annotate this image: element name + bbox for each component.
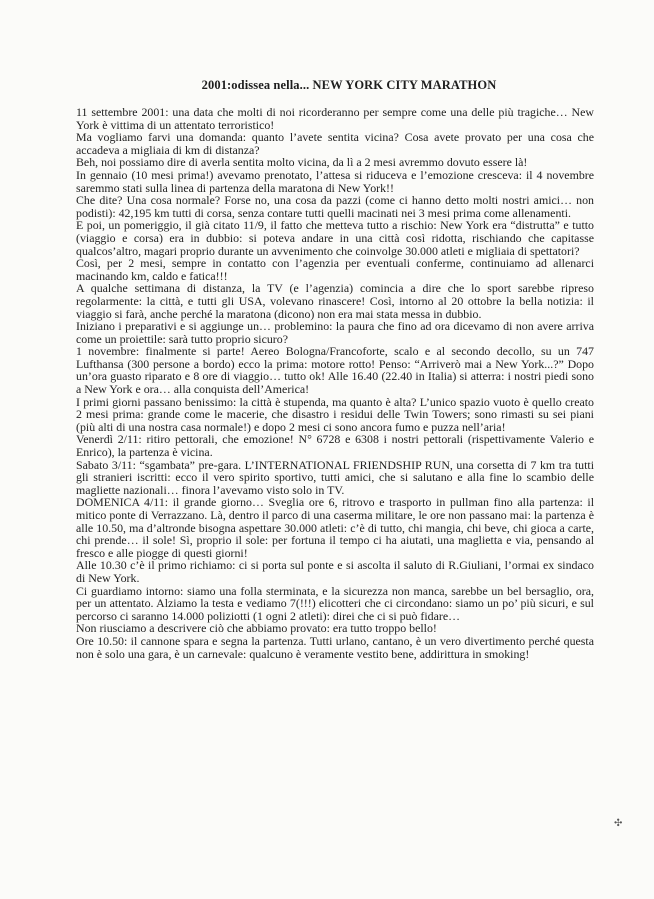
document-body	[76, 106, 594, 660]
scan-speck: ✣	[614, 818, 623, 829]
paragraph: Non riusciamo a descrivere ciò che abbiamo provato: era tutto troppo bello!	[76, 621, 437, 636]
paragraph: Alle 10.30 c’è il primo richiamo: ci si porta sul ponte e si ascolta il saluto di R.Giuliani, l’ormai ex sindaco di New York.	[76, 558, 594, 585]
paragraph: I primi giorni passano benissimo: la città è stupenda, ma quanto è alta? L’unico spazio vuoto è quello creato 2 mesi prima: grande come le macerie, che disastro i residui delle Twin Towers; sono rimasti su sei piani (più alti di una nostra casa normale!) e dopo 2 mesi ci sono ancora fumo e puzza nell’aria!	[76, 394, 594, 434]
paragraph: Ma vogliamo farvi una domanda: quanto l’avete sentita vicina? Cosa avete provato per una cosa che accadeva a migliaia di km di distanza?	[76, 130, 594, 157]
paragraph: Venerdì 2/11: ritiro pettorali, che emozione! N° 6728 e 6308 i nostri pettorali (rispettivamente Valerio e Enrico), la partenza è vicina.	[76, 432, 594, 460]
document-title: 2001:odissea nella... NEW YORK CITY MARATHON	[201, 78, 497, 92]
paragraph: A qualche settimana di distanza, la TV (e l’agenzia) comincia a dire che lo sport sarebbe ripreso regolarmente: la città, e tutti gli USA, volevano rinascere! Così, intorno al 20 ottobre la bella notizia: il viaggio si farà, anche perché la maratona (dicono) non era mai stata messa in dubbio.	[76, 281, 594, 321]
paragraph: 11 settembre 2001: una data che molti di noi ricorderanno per sempre come una delle più tragiche… New York è vittima di un attentato terroristico!	[76, 105, 594, 132]
paragraph: Sabato 3/11: “sgambata” pre-gara. L’INTERNATIONAL FRIENDSHIP RUN, una corsetta di 7 km tra tutti gli stranieri iscritti: ecco il vero spirito sportivo, tutti amici, che si salutano e alla fine lo scambio delle magliette nazionali… finora l’avevamo visto solo in TV.	[76, 457, 594, 497]
paragraph: E poi, un pomeriggio, il già citato 11/9, il fatto che metteva tutto a rischio: New York era “distrutta” e tutto (viaggio e corsa) era in dubbio: si poteva andare in una città così ridotta, rischiando che capitasse qualcos’altro, magari proprio durante un avvenimento che coinvolge 30.000 atleti e migliaia di spettatori?	[76, 218, 594, 258]
paragraph: 1 novembre: finalmente si parte! Aereo Bologna/Francoforte, scalo e al secondo decollo, su un 747 Lufthansa (300 persone a bordo) ecco la prima: motore rotto! Penso: “Arriverò mai a New York...?” Dopo un’ora guasto riparato e 8 ore di viaggio… tutto ok! Alle 16.40 (22.40 in Italia) si atterra: i nostri piedi sono a New York e ora… alla conquista dell’America!	[76, 344, 594, 397]
paragraph: Così, per 2 mesi, sempre in contatto con l’agenzia per eventuali conferme, continuiamo ad allenarci macinando km, caldo e fatica!!!	[76, 256, 594, 283]
paragraph: Iniziano i preparativi e si aggiunge un… problemino: la paura che fino ad ora dicevamo di non avere arriva come un proiettile: sarà tutto proprio sicuro?	[76, 319, 594, 346]
paragraph: Beh, noi possiamo dire di averla sentita molto vicina, da lì a 2 mesi avremmo dovuto essere là!	[76, 155, 528, 170]
paragraph: Ore 10.50: il cannone spara e segna la partenza. Tutti urlano, cantano, è un vero divertimento perché questa non è solo una gara, è un carnevale: qualcuno è veramente vestito bene, addirittura in smoking!	[76, 633, 594, 661]
paragraph: Che dite? Una cosa normale? Forse no, una cosa da pazzi (come ci hanno detto molti nostri amici… non podisti): 42,195 km tutti di corsa, senza contare tutti quelli macinati nei 3 mesi prima come allenamenti.	[76, 193, 594, 220]
paragraph: In gennaio (10 mesi prima!) avevamo prenotato, l’attesa si riduceva e l’emozione cresceva: il 4 novembre saremmo stati sulla linea di partenza della maratona di New York!!	[76, 167, 594, 195]
paragraph: Ci guardiamo intorno: siamo una folla sterminata, e la sicurezza non manca, sarebbe un bel bersaglio, ora, per un attentato. Alziamo la testa e vediamo 7(!!!) elicotteri che ci circondano: siamo un po’ più sicuri, e sul percorso ci saranno 14.000 poliziotti (1 ogni 2 atleti): direi che ci si può fidare…	[76, 583, 594, 623]
paragraph: DOMENICA 4/11: il grande giorno… Sveglia ore 6, ritrovo e trasporto in pullman fino alla partenza: il mitico ponte di Verrazzano. Là, dentro il parco di una caserma militare, le ore non passano mai: la partenza è alle 10.50, ma d’altronde bisogna aspettare 30.000 atleti: c’è di tutto, chi mangia, chi beve, chi gioca a carte, chi prende… il sole! Sì, proprio il sole: per fortuna il tempo ci ha aiutati, una maglietta e via, pensando al fresco e alle piogge di questi giorni!	[76, 495, 594, 560]
